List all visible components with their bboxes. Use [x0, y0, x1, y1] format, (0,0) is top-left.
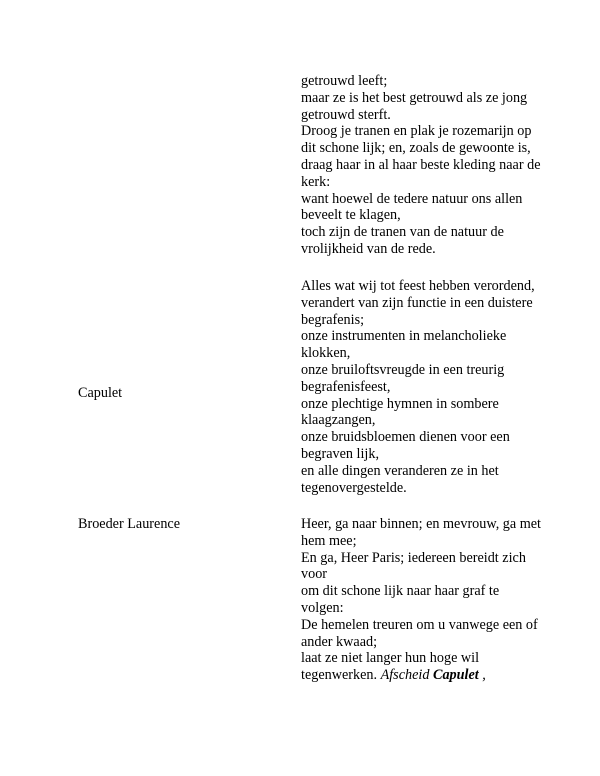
- dialogue-lines: [301, 516, 541, 684]
- stage-direction-name: Capulet: [432, 667, 479, 684]
- speaker-name: Broeder Laurence: [78, 516, 181, 532]
- dialogue-line: om dit schone lijk naar haar graf te volgen:: [301, 583, 500, 616]
- speaker-name: Capulet: [78, 385, 123, 401]
- dialogue-line: onze instrumenten in melancholieke klokken,: [301, 328, 507, 362]
- dialogue-line: verandert van zijn functie in een duistere begrafenis;: [301, 294, 533, 328]
- dialogue-line: toch zijn de tranen van de natuur de vrolijkheid van de rede.: [301, 224, 504, 257]
- dialogue-line: onze bruiloftsvreugde in een treurig begrafenisfeest,: [301, 361, 505, 395]
- dialogue-line: en alle dingen veranderen ze in het tegenovergestelde.: [301, 462, 499, 496]
- dialogue-line-text: laat ze niet langer hun hoge wil tegenwerken.: [301, 650, 480, 684]
- dialogue-line: getrouwd leeft;: [301, 73, 388, 89]
- dialogue-line: draag haar in al haar beste kleding naar de kerk:: [301, 156, 541, 190]
- dialogue-line: onze bruidsbloemen dienen voor een begraven lijk,: [301, 429, 510, 462]
- dialogue-line: Heer, ga naar binnen; en mevrouw, ga met hem mee;: [301, 516, 541, 549]
- dialogue-line: Droog je tranen en plak je rozemarijn op dit schone lijk; en, zoals de gewoonte is,: [301, 123, 532, 157]
- dialogue-line: want hoewel de tedere natuur ons allen beveelt te klagen,: [301, 190, 523, 224]
- dialogue-line: maar ze is het best getrouwd als ze jong getrouwd sterft.: [301, 89, 528, 123]
- dialogue-line: Alles wat wij tot feest hebben verordend,: [301, 278, 535, 294]
- dialogue-line: En ga, Heer Paris; iedereen bereidt zich voor: [301, 549, 526, 583]
- stage-direction-trail: ,: [482, 667, 486, 684]
- dialogue-line: De hemelen treuren om u vanwege een of ander kwaad;: [301, 616, 538, 650]
- stage-direction: Afscheid: [380, 667, 430, 684]
- dialogue-line: [301, 650, 541, 684]
- dialogue-lines: [301, 73, 541, 258]
- dialogue-lines: [301, 278, 541, 496]
- dialogue-line: onze plechtige hymnen in sombere klaagzangen,: [301, 395, 499, 429]
